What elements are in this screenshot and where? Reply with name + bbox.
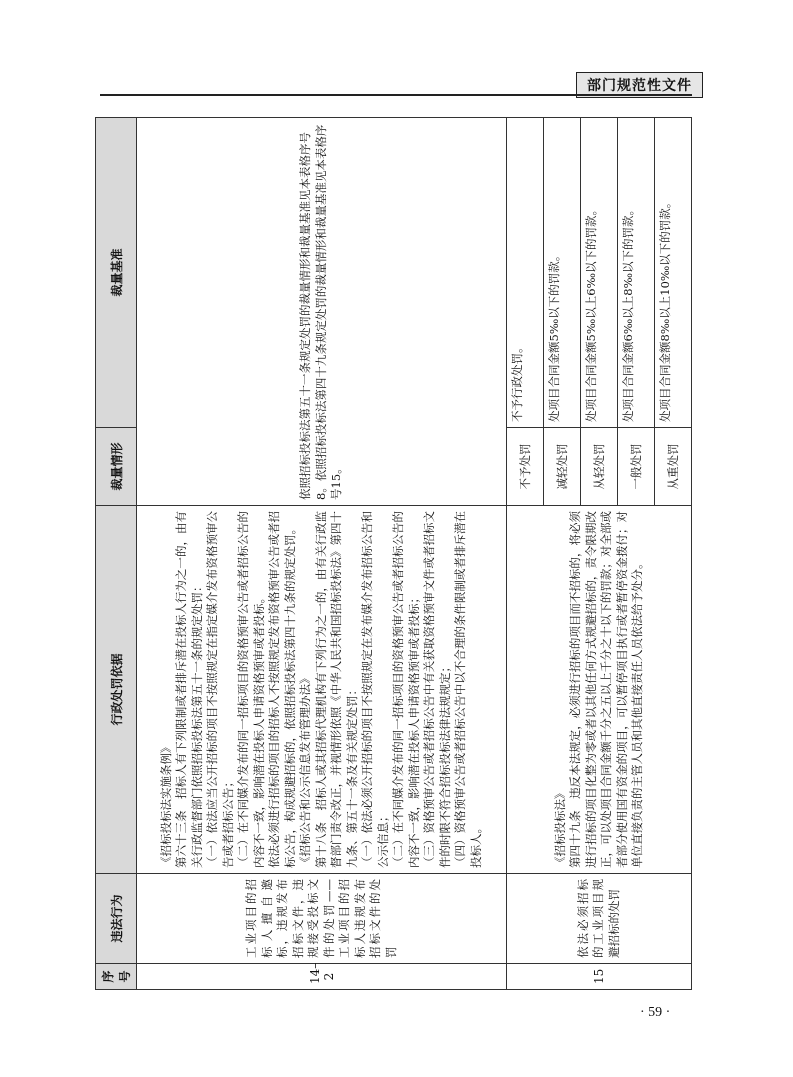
basis-line: （二）在不同媒介发布的同一招标项目的资格预审公告或者招标公告的内容不一致，影响潜在投标人申请资格预审或者投标。 (236, 511, 266, 868)
row-14-2-num: 14–2 (137, 964, 507, 990)
basis-line: 《招标公告和公示信息发布管理办法》 (298, 672, 313, 868)
row-15-num: 15 (507, 964, 692, 990)
basis-line: （一）依法必须公开招标的项目不按照规定在发布媒介发布招标公告和公示信息； (360, 511, 390, 868)
header-num: 序号 (96, 964, 137, 990)
row-14-2-basis (137, 506, 507, 874)
basis-line: 依法必须进行招标的项目的招标人不按照规定发布资格预审公告或者招标公告，构成规避招标的，依照招标投标法第四十九条的规定处罚。 (267, 511, 297, 868)
basis-line: 第六十三条 招标人有下列限制或者排斥潜在投标人行为之一的，由有关行政监督部门依照招标投标法第五十一条的规定处罚： (174, 511, 204, 868)
rotated-table-wrapper (95, 118, 692, 990)
section-tag: 部门规范性文件 (576, 72, 703, 98)
tier-situation: 减轻处罚 (544, 428, 581, 506)
row-14-2-standard: 依照招标投标法第五十一条规定处罚的裁量情形和裁量基准见本表格序号8。依照招标投标法第四十九条规定处罚的裁量情形和裁量基准见本表格序号15。 (137, 118, 507, 506)
header-situation: 裁量情形 (96, 428, 137, 506)
penalty-table (95, 117, 692, 990)
basis-line: 第十八条 招标人或其招标代理机构有下列行为之一的，由有关行政监督部门责令改正，并视情形依照《中华人民共和国招标投标法》第四十九条、第五十一条及有关规定处罚： (313, 511, 359, 868)
tier-standard: 处项目合同金额6‰以上8‰以下的罚款。 (618, 118, 655, 428)
tier-situation: 一般处罚 (618, 428, 655, 506)
basis-line: （四）资格预审公告或者招标公告中以不合理的条件限制或者排斥潜在投标人。 (453, 511, 483, 868)
basis-line: （一）依法应当公开招标的项目不按照规定在指定媒介发布资格预审公告或者招标公告； (205, 511, 235, 868)
page-number: · 59 · (640, 1005, 671, 1020)
header-basis: 行政处罚依据 (96, 506, 137, 874)
header-violation: 违法行为 (96, 874, 137, 964)
tier-situation: 从重处罚 (655, 428, 692, 506)
row-15-basis (507, 506, 692, 874)
basis-line: 《招标投标法实施条例》 (158, 741, 173, 868)
basis-line: （三）资格预审公告或者招标公告中有关获取资格预审文件或者招标文件的时限不符合招标投标法律法规规定； (422, 511, 452, 868)
header-rule (100, 94, 692, 96)
tier-standard: 处项目合同金额5‰以下的罚款。 (544, 118, 581, 428)
row-14-2-violation: 工业项目的招标人擅自邀标，违规发布招标文件，违规接受投标文件的处罚——工业项目的招标人违规发布招标文件的处罚 (137, 874, 507, 964)
tier-standard: 处项目合同金额8‰以上10‰以下的罚款。 (655, 118, 692, 428)
table-row-14-2 (137, 118, 507, 990)
tier-standard: 处项目合同金额5‰以上6‰以下的罚款。 (581, 118, 618, 428)
tier-situation: 从轻处罚 (581, 428, 618, 506)
basis-line: 《招标投标法》 (552, 787, 567, 868)
tier-situation: 不予处罚 (507, 428, 544, 506)
table-row-15-tier-0 (507, 118, 544, 990)
basis-line: 第四十九条 违反本法规定，必须进行招标的项目而不招标的，将必须进行招标的项目化整为零或者以其他任何方式规避招标的，责令限期改正，可以处项目合同金额千分之五以上千分之十以下的罚款；对全部或者部分使用国有资金的项目，可以暂停项目执行或者暂停资金拨付；对单位直接负责的主管人员和其他直接责任人员依法给予处分。 (568, 511, 644, 868)
row-15-violation: 依法必须招标的工业项目规避招标的处罚 (507, 874, 692, 964)
basis-line: （二）在不同媒介发布的同一招标项目的资格预审公告或者招标公告的内容不一致，影响潜在投标人申请资格预审或者投标； (391, 511, 421, 868)
header-standard: 裁量基准 (96, 118, 137, 428)
table-header-row (96, 118, 137, 990)
tier-standard: 不予行政处罚。 (507, 118, 544, 428)
